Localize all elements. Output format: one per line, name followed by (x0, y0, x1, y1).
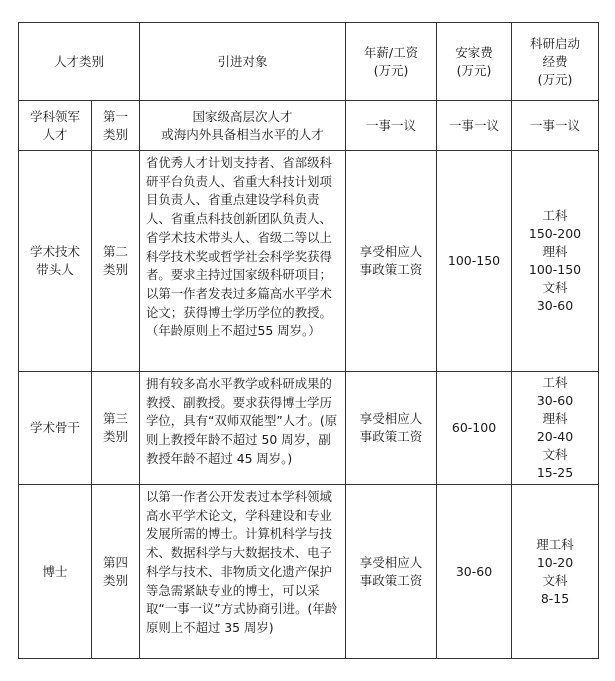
level-cell: 第二 类别 (92, 151, 140, 372)
settle-cell: 一事一议 (437, 101, 512, 151)
table-row (19, 372, 599, 485)
target-cell: 国家级高层次人才 或海内外具备相当水平的人才 (140, 101, 346, 151)
talent-recruitment-table (18, 22, 599, 659)
category-cell: 学科领军 人才 (19, 101, 92, 151)
header-category: 人才类别 (19, 23, 140, 101)
table-row (19, 485, 599, 659)
settle-cell: 100-150 (437, 151, 512, 372)
target-cell: 以第一作者公开发表过本学科领域高水平学术论文，学科建设和专业发展所需的博士。计算机科学与技术、数据科学与大数据技术、电子科学与技术、非物质文化遗产保护等急需紧缺专业的博士，可以采取“一事一议”方式协商引进。(年龄原则上不超过 35 周岁) (140, 485, 346, 659)
settle-cell: 30-60 (437, 485, 512, 659)
level-cell: 第四 类别 (92, 485, 140, 659)
table-row (19, 151, 599, 372)
header-target: 引进对象 (140, 23, 346, 101)
research-cell: 一事一议 (512, 101, 599, 151)
category-cell: 博士 (19, 485, 92, 659)
category-cell: 学术骨干 (19, 372, 92, 485)
target-cell: 省优秀人才计划支持者、省部级科研平台负责人、省重大科技计划项目负责人、省重点建设学科负责人、省重点科技创新团队负责人、省学术技术带头人、省级二等以上科学技术奖或哲学社会科学奖获得者。要求主持过国家级科研项目；以第一作者发表过多篇高水平学术论文；获得博士学历学位的教授。（年龄原则上不超过55 周岁。） (140, 151, 346, 372)
research-cell: 工科 150-200 理科 100-150 文科 30-60 (512, 151, 599, 372)
target-cell: 拥有较多高水平教学或科研成果的教授、副教授。要求获得博士学历学位，具有“双师双能型”人才。(原则上教授年龄不超过 50 周岁，副教授年龄不超过 45 周岁。) (140, 372, 346, 485)
salary-cell: 享受相应人 事政策工资 (346, 485, 437, 659)
table-header-row (19, 23, 599, 101)
level-cell: 第三 类别 (92, 372, 140, 485)
header-settle: 安家费 (万元) (437, 23, 512, 101)
category-cell: 学术技术 带头人 (19, 151, 92, 372)
header-salary: 年薪/工资 (万元) (346, 23, 437, 101)
research-cell: 工科 30-60 理科 20-40 文科 15-25 (512, 372, 599, 485)
salary-cell: 享受相应人 事政策工资 (346, 151, 437, 372)
level-cell: 第一 类别 (92, 101, 140, 151)
salary-cell: 一事一议 (346, 101, 437, 151)
research-cell: 理工科 10-20 文科 8-15 (512, 485, 599, 659)
table-row (19, 101, 599, 151)
header-research: 科研启动 经费 (万元) (512, 23, 599, 101)
settle-cell: 60-100 (437, 372, 512, 485)
salary-cell: 享受相应人 事政策工资 (346, 372, 437, 485)
